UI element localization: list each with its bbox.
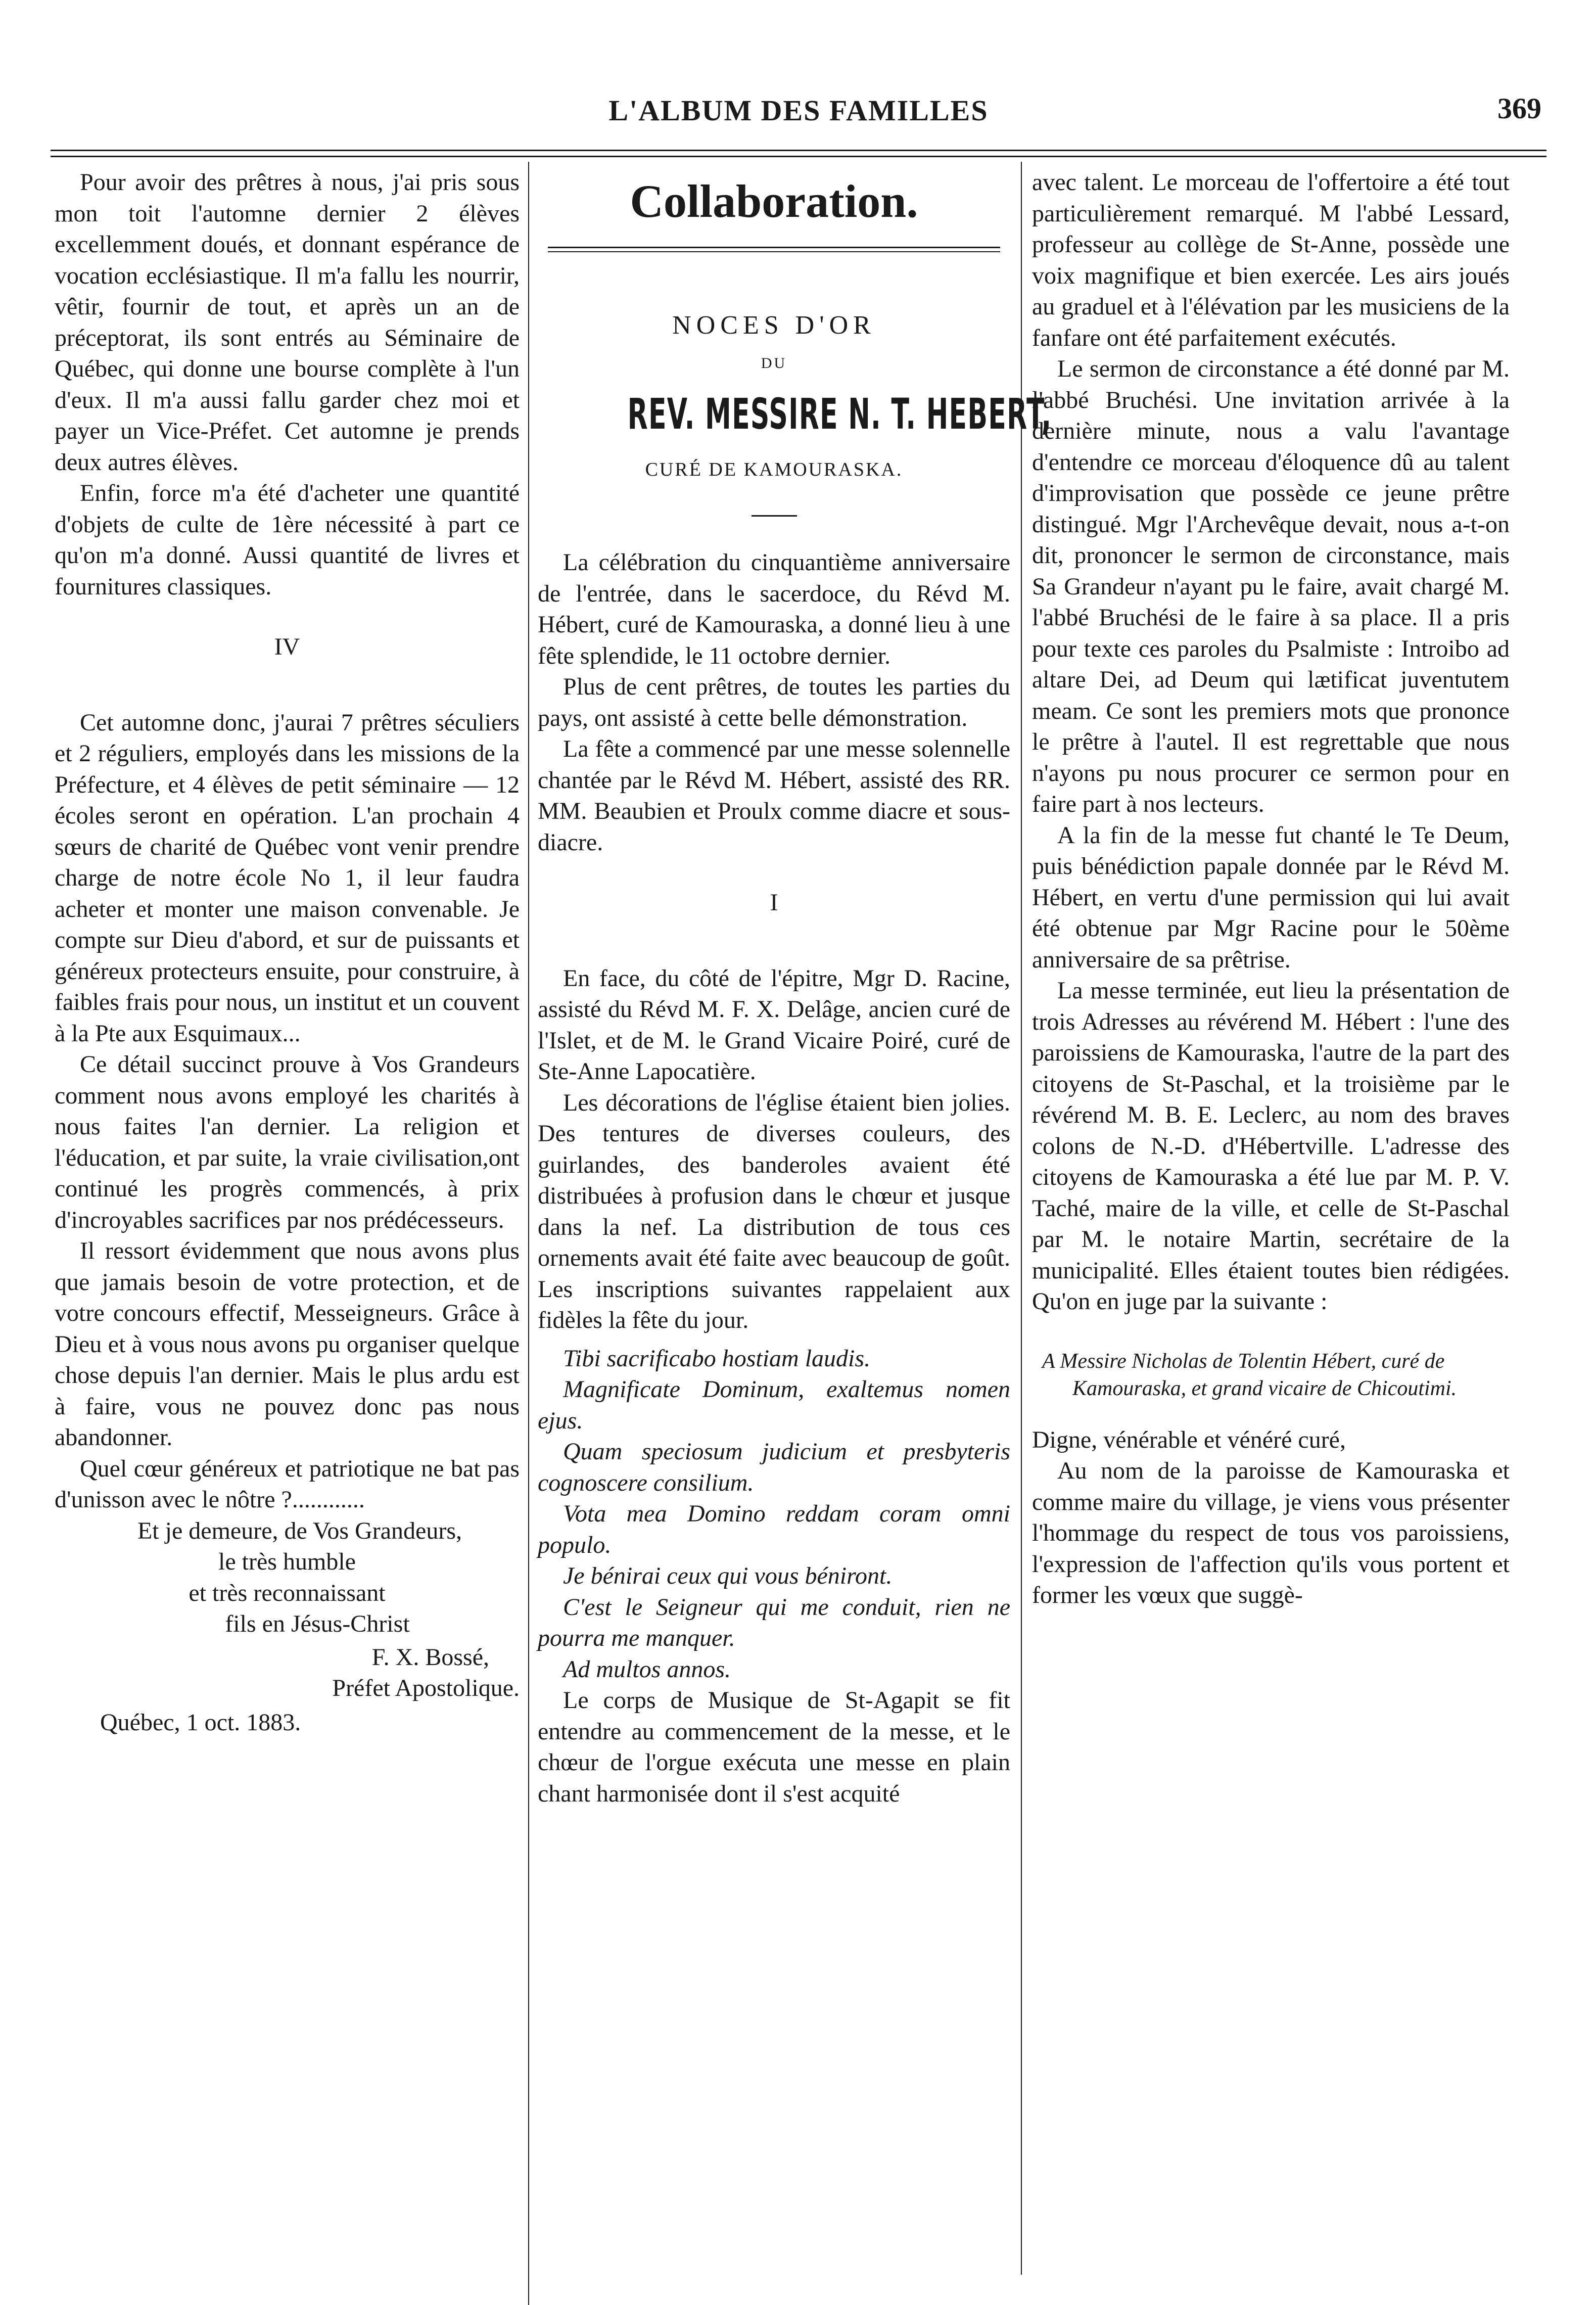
- header-rule-top: [51, 150, 1546, 151]
- paragraph: Le corps de Musique de St-Agapit se fit entendre au commencement de la messe, et le chœur de l'orgue exécuta une messe en plain chant harmonisée dont il s'est acquité: [538, 1687, 1010, 1807]
- paragraph: En face, du côté de l'épitre, Mgr D. Racine, assisté du Révd M. F. X. Delâge, ancien curé de l'Islet, et de M. le Grand Vicaire Poiré, curé de Ste-Anne Lapocatière.: [538, 964, 1010, 1085]
- paragraph: Les décorations de l'église étaient bien jolies. Des tentures de diverses couleurs, des guirlandes, des banderoles avaient été distribuées à profusion dans le chœur et jusque dans la nef. La distribution de tous ces ornements avait été faite avec beaucoup de goût. Les inscriptions suivantes rappelaient aux fidèles la fête du jour.: [538, 1089, 1010, 1333]
- column-3: [1032, 167, 1510, 1611]
- inscription: Vota mea Domino reddam coram omni populo.: [538, 1500, 1010, 1558]
- paragraph: Pour avoir des prêtres à nous, j'ai pris sous mon toit l'automne dernier 2 élèves excellemment doués, et donnant espérance de vocation ecclésiastique. Il m'a fallu les nourrir, vêtir, fournir de tout, et après un an de préceptorat, ils sont entrés au Séminaire de Québec, qui donne une bourse complète à l'un d'eux. Il m'a aussi fallu garder chez moi et payer un Vice-Préfet. Cet automne je prends deux autres élèves.: [55, 169, 520, 476]
- dateline: Québec, 1 oct. 1883.: [100, 1709, 301, 1736]
- article-title-name: REV. MESSIRE N. T. HEBERT,: [627, 389, 1052, 439]
- page-number: 369: [1497, 92, 1541, 125]
- closing-line: et très reconnaissant: [189, 1579, 386, 1606]
- column-divider-right: [1021, 162, 1022, 2275]
- paragraph: Ce détail succinct prouve à Vos Grandeurs comment nous avons employé les charités à nous faites l'an dernier. La religion et l'éducation, et par suite, la vraie civilisation,ont continué les progrès commencés, à prix d'incroyables sacrifices par nos prédécesseurs.: [55, 1051, 520, 1233]
- closing-line: le très humble: [218, 1548, 356, 1575]
- paragraph: Cet automne donc, j'aurai 7 prêtres séculiers et 2 réguliers, employés dans les missions de la Préfecture, et 4 élèves de petit séminaire — 12 écoles seront en opération. L'an prochain 4 sœurs de charité de Québec vont venir prendre charge de notre école No 1, il leur faudra acheter et monter une maison convenable. Je compte sur Dieu d'abord, et sur de puissants et généreux protecteurs ensuite, pour construire, à faibles frais pour nous, un institut et un couvent à la Pte aux Esquimaux...: [55, 709, 520, 1047]
- paragraph: La célébration du cinquantième anniversaire de l'entrée, dans le sacerdoce, du Révd M. Hébert, curé de Kamouraska, a donné lieu à une fête splendide, le 11 octobre dernier.: [538, 549, 1010, 669]
- closing-line: Et je demeure, de Vos Grandeurs,: [137, 1517, 462, 1544]
- paragraph: Il ressort évidemment que nous avons plus que jamais besoin de votre protection, et de votre concours effectif, Messeigneurs. Grâce à Dieu et à vous nous avons pu organiser quelque chose depuis l'an dernier. Mais le plus ardu est à faire, vous ne pouvez donc pas nous abandonner.: [55, 1237, 520, 1451]
- signature-title: Préfet Apostolique.: [332, 1675, 520, 1701]
- paragraph: avec talent. Le morceau de l'offertoire a été tout particulièrement remarqué. M l'abbé Lessard, professeur au collège de St-Anne, possède une voix magnifique et bien exercée. Les airs joués au graduel et à l'élévation par les musiciens de la fanfare ont été parfaitement exécutés.: [1032, 169, 1510, 351]
- inscription: Ad multos annos.: [563, 1655, 731, 1683]
- heading-double-rule: [548, 247, 1000, 252]
- header-rule-bottom: [51, 156, 1546, 157]
- inscription: Je bénirai ceux qui vous béniront.: [563, 1562, 893, 1589]
- section-numeral: I: [770, 889, 778, 916]
- column-2: [538, 167, 1052, 1809]
- inscription: C'est le Seigneur qui me conduit, rien ne pourra me manquer.: [538, 1593, 1010, 1651]
- separator-dash: [752, 515, 797, 517]
- inscription: Magnificate Dominum, exaltemus nomen ejus.: [538, 1376, 1010, 1434]
- paragraph: Au nom de la paroisse de Kamouraska et comme maire du village, je viens vous présenter l'hommage du respect de tous vos paroissiens, l'expression de l'affection qu'ils vous portent et former les vœux que suggè-: [1032, 1457, 1510, 1608]
- address-recipient: A Messire Nicholas de Tolentin Hébert, curé de Kamouraska, et grand vicaire de Chicoutimi.: [1042, 1349, 1457, 1400]
- paragraph: A la fin de la messe fut chanté le Te Deum, puis bénédiction papale donnée par le Révd M. Hébert, en vertu d'une permission qui lui avait été obtenue par Mgr Racine pour le 50ème anniversaire de sa prêtrise.: [1032, 821, 1510, 973]
- salutation: Digne, vénérable et vénéré curé,: [1032, 1426, 1346, 1453]
- paragraph: La messe terminée, eut lieu la présentation de trois Adresses au révérend M. Hébert : l'une des paroissiens de Kamouraska, l'autre de la part des citoyens de St-Paschal, et la troisième par le révérend M. B. E. Leclerc, au nom des braves colons de N.-D. d'Hébertville. L'adresse des citoyens de Kamouraska a été lue par M. P. V. Taché, maire de la ville, et celle de St-Paschal par M. le notaire Martin, secrétaire de la municipalité. Elles étaient toutes bien rédigées. Qu'on en juge par la suivante :: [1032, 977, 1510, 1315]
- paragraph: Le sermon de circonstance a été donné par M. l'abbé Bruchési. Une invitation arrivée à la dernière minute, nous a valu l'avantage d'entendre ce morceau d'éloquence dû au talent d'improvisation que possède ce jeune prêtre distingué. Mgr l'Archevêque devait, nous a-t-on dit, prononcer le sermon de circonstance, mais Sa Grandeur n'ayant pu le faire, avait chargé M. l'abbé Bruchési de le faire à sa place. Il a pris pour texte ces paroles du Psalmiste : Introibo ad altare Dei, ad Deum qui lætificat juventutem meam. Ce sont les premiers mots que prononce le prêtre à l'autel. Il est regrettable que nous n'ayons pu nous procurer ce sermon pour en faire part à nos lecteurs.: [1032, 355, 1510, 817]
- section-numeral: IV: [274, 633, 300, 660]
- column-1: [55, 167, 520, 1738]
- article-subtitle: CURÉ DE KAMOURASKA.: [645, 459, 903, 480]
- inscriptions-list: [538, 1343, 1010, 1685]
- inscription: Tibi sacrificabo hostiam laudis.: [563, 1345, 871, 1372]
- running-head: [56, 88, 1541, 134]
- paragraph: La fête a commencé par une messe solennelle chantée par le Révd M. Hébert, assisté des RR. MM. Beaubien et Proulx comme diacre et sous-diacre.: [538, 735, 1010, 856]
- signature: F. X. Bossé,: [371, 1643, 489, 1671]
- article-title-du: DU: [761, 355, 787, 372]
- closing-line: fils en Jésus-Christ: [225, 1610, 410, 1637]
- paragraph: Enfin, force m'a été d'acheter une quantité d'objets de culte de 1ère nécessité à part ce qu'on m'a donné. Aussi quantité de livres et fournitures classiques.: [55, 480, 520, 600]
- paragraph: Plus de cent prêtres, de toutes les parties du pays, ont assisté à cette belle démonstration.: [538, 673, 1010, 731]
- paragraph: Quel cœur généreux et patriotique ne bat pas d'unisson avec le nôtre ?............: [55, 1455, 520, 1513]
- inscription: Quam speciosum judicium et presbyteris cognoscere consilium.: [538, 1438, 1010, 1496]
- column-divider-left: [528, 162, 529, 2305]
- journal-title: L'ALBUM DES FAMILLES: [608, 94, 989, 127]
- section-heading: Collaboration.: [630, 175, 918, 227]
- article-title-noces: NOCES D'OR: [672, 311, 876, 340]
